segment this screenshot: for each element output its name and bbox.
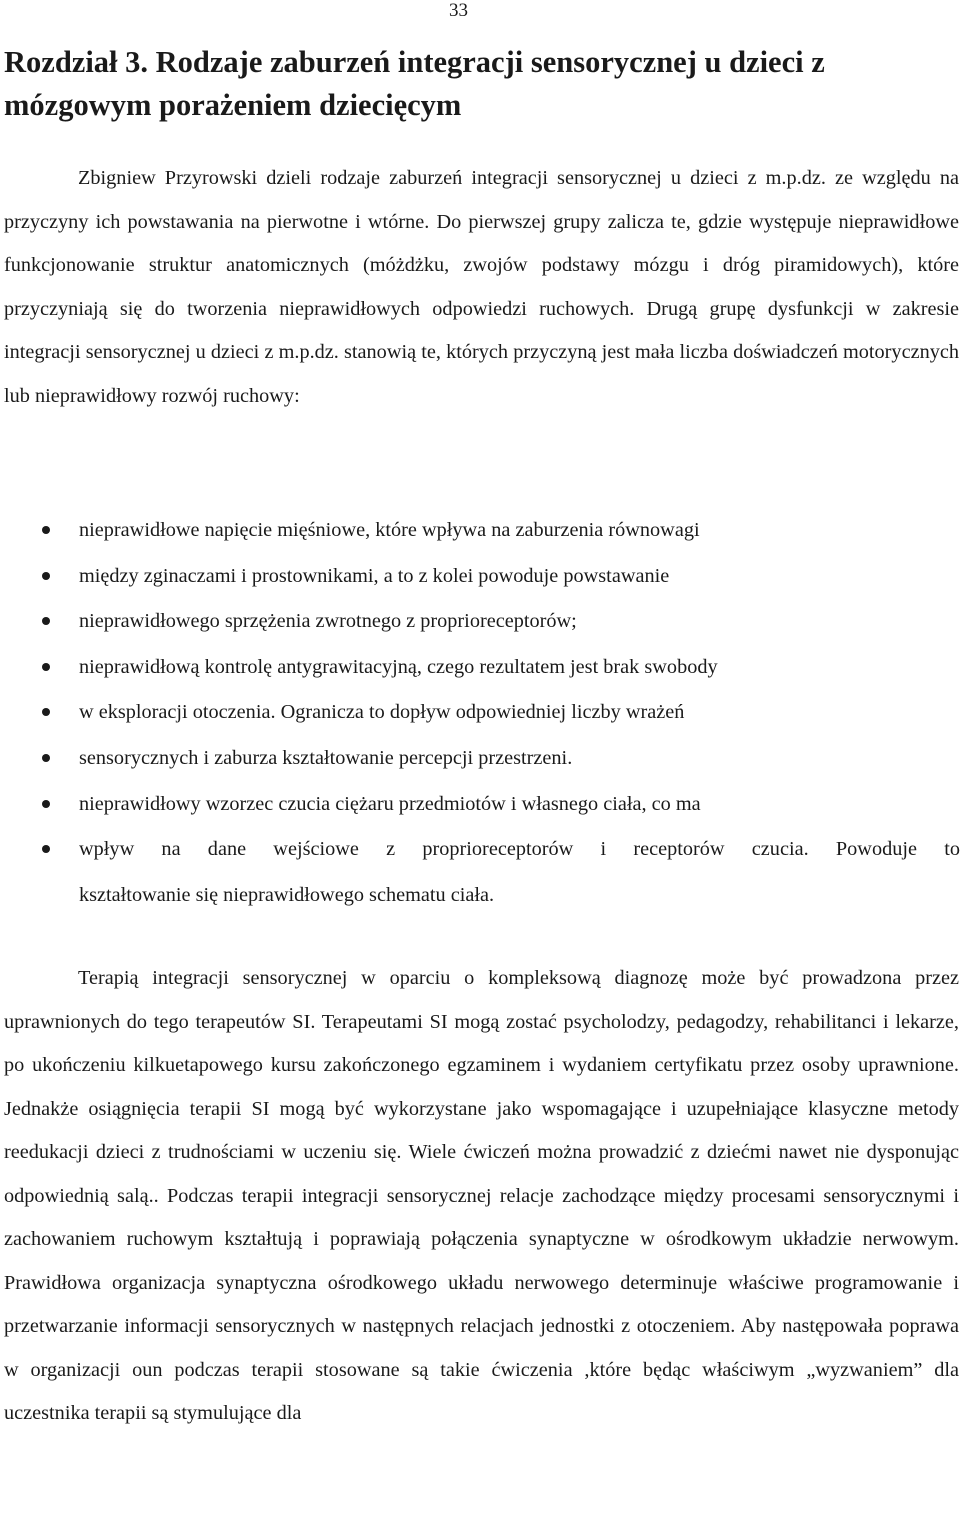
paragraph-therapy	[4, 957, 959, 1436]
list-item: nieprawidłowy wzorzec czucia ciężaru przedmiotów i własnego ciała, co ma	[0, 782, 960, 828]
paragraph-therapy-text: Terapią integracji sensorycznej w oparciu o kompleksową diagnozę może być prowadzona przez uprawnionych do tego terapeutów SI. Terapeutami SI mogą zostać psycholodzy, pedagodzy, rehabilitanci i lekarze, po ukończeniu kilkuetapowego kursu zakończonego egzaminem i wydaniem certyfikatu przez osoby uprawnione. Jednakże osiągnięcia terapii SI mogą być wykorzystane jako wspomagające i uzupełniające klasyczne metody reedukacji dzieci z trudnościami w uczeniu się. Wiele ćwiczeń można prowadzić z dziećmi nawet nie dysponując odpowiednią salą.. Podczas terapii integracji sensorycznej relacje zachodzące między procesami sensorycznymi i zachowaniem ruchowym kształtują i poprawiają połączenia synaptyczne w ośrodkowym układzie nerwowym. Prawidłowa organizacja synaptyczna ośrodkowego układu nerwowego determinuje właściwe programowanie i przetwarzanie informacji sensorycznych w następnych relacjach jednostki z otoczeniem. Aby następowała poprawa w organizacji oun podczas terapii stosowane są takie ćwiczenia ,które będąc właściwym „wyzwaniem” dla uczestnika terapii są stymulujące dla	[4, 967, 959, 1425]
list-item: w eksploracji otoczenia. Ogranicza to dopływ odpowiedniej liczby wrażeń	[0, 690, 960, 736]
list-item: kształtowanie się nieprawidłowego schematu ciała.	[79, 883, 495, 906]
page-number: 33	[449, 0, 468, 21]
list-item: wpływ na dane wejściowe z proprioreceptorów i receptorów czucia. Powoduje to	[0, 827, 960, 873]
list-item: między zginaczami i prostownikami, a to z kolei powoduje powstawanie	[0, 554, 960, 600]
list-item: nieprawidłowego sprzężenia zwrotnego z proprioreceptorów;	[0, 599, 960, 645]
bullet-list	[0, 508, 960, 918]
list-item: sensorycznych i zaburza kształtowanie percepcji przestrzeni.	[0, 736, 960, 782]
list-item: nieprawidłowe napięcie mięśniowe, które wpływa na zaburzenia równowagi	[0, 508, 960, 554]
list-item: nieprawidłową kontrolę antygrawitacyjną, czego rezultatem jest brak swobody	[0, 645, 960, 691]
chapter-title: Rozdział 3. Rodzaje zaburzeń integracji sensorycznej u dzieci z mózgowym porażeniem dziecięcym	[4, 45, 825, 122]
paragraph-intro	[4, 157, 959, 418]
paragraph-intro-text: Zbigniew Przyrowski dzieli rodzaje zaburzeń integracji sensorycznej u dzieci z m.p.dz. ze względu na przyczyny ich powstawania na pierwotne i wtórne. Do pierwszej grupy zalicza te, gdzie występuje nieprawidłowe funkcjonowanie struktur anatomicznych (móżdżku, zwojów podstawy mózgu i dróg piramidowych), które przyczyniają się do tworzenia nieprawidłowych odpowiedzi ruchowych. Drugą grupę dysfunkcji w zakresie integracji sensorycznej u dzieci z m.p.dz. stanowią te, których przyczyną jest mała liczba doświadczeń motorycznych lub nieprawidłowy rozwój ruchowy:	[4, 167, 959, 407]
